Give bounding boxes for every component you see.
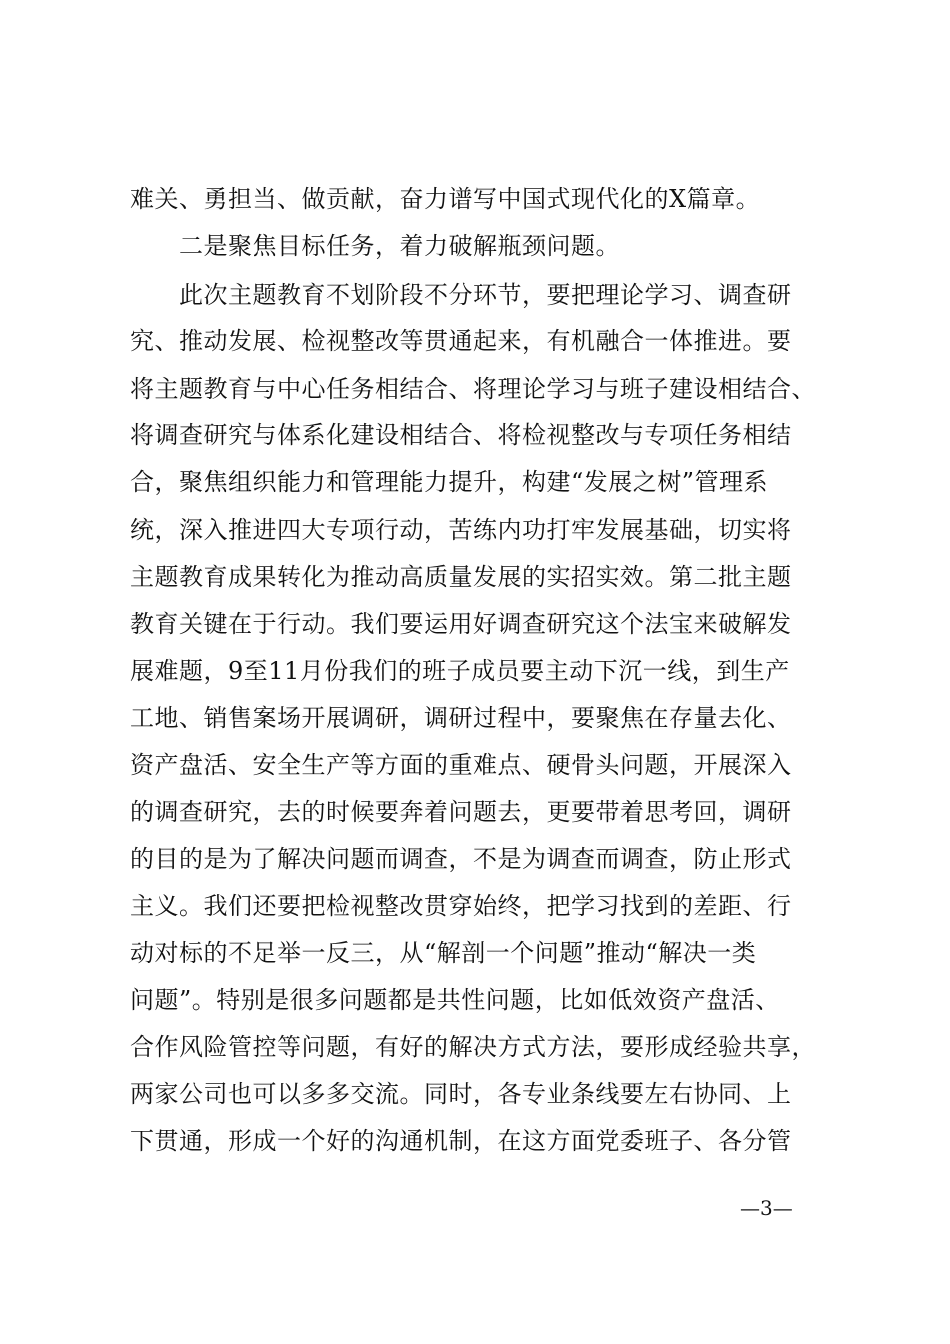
body-text-line: 资产盘活、安全生产等方面的重难点、硬骨头问题，开展深入 (130, 751, 792, 779)
body-text-line: 下贯通，形成一个好的沟通机制，在这方面党委班子、各分管 (130, 1127, 792, 1155)
body-text-line: 工地、销售案场开展调研，调研过程中，要聚焦在存量去化、 (130, 704, 792, 732)
body-text-line: 难关、勇担当、做贡献，奋力谱写中国式现代化的X篇章。 (130, 185, 761, 213)
body-text-line: 合，聚焦组织能力和管理能力提升，构建“发展之树”管理系 (130, 468, 769, 496)
body-text-line: 将调查研究与体系化建设相结合、将检视整改与专项任务相结 (130, 421, 792, 449)
body-text-line: 的目的是为了解决问题而调查，不是为调查而调查，防止形式 (130, 845, 792, 873)
body-text-line: 究、推动发展、检视整改等贯通起来，有机融合一体推进。要 (130, 327, 792, 355)
body-text-line: 此次主题教育不划阶段不分环节，要把理论学习、调查研 (179, 281, 792, 309)
section-heading: 二是聚焦目标任务，着力破解瓶颈问题。 (179, 232, 620, 260)
body-text-line: 两家公司也可以多多交流。同时，各专业条线要左右协同、上 (130, 1080, 792, 1108)
body-text-line: 合作风险管控等问题，有好的解决方式方法，要形成经验共享， (130, 1033, 816, 1061)
page-number: —3— (740, 1196, 793, 1220)
body-text-line: 主题教育成果转化为推动高质量发展的实招实效。第二批主题 (130, 563, 792, 591)
body-text-line: 教育关键在于行动。我们要运用好调查研究这个法宝来破解发 (130, 610, 792, 638)
body-text-line: 统，深入推进四大专项行动，苦练内功打牢发展基础，切实将 (130, 516, 792, 544)
body-text-line: 问题”。特别是很多问题都是共性问题，比如低效资产盘活、 (130, 986, 780, 1014)
body-text-line: 的调查研究，去的时候要奔着问题去，更要带着思考回，调研 (130, 798, 792, 826)
body-text-line: 将主题教育与中心任务相结合、将理论学习与班子建设相结合、 (130, 375, 816, 403)
body-text-line: 动对标的不足举一反三，从“解剖一个问题”推动“解决一类 (130, 939, 757, 967)
body-text-line: 主义。我们还要把检视整改贯穿始终，把学习找到的差距、行 (130, 892, 792, 920)
body-text-line: 展难题，9至11月份我们的班子成员要主动下沉一线，到生产 (130, 657, 790, 685)
